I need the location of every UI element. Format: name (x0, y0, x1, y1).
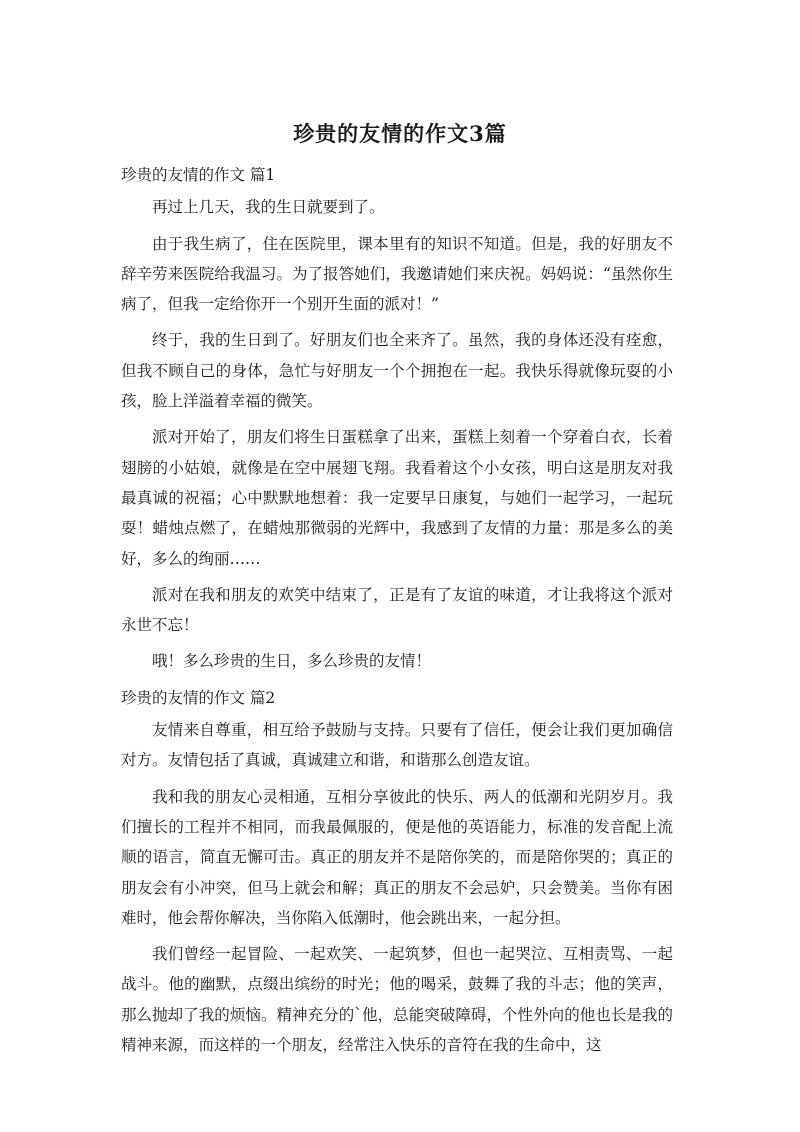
paragraph: 哦！多么珍贵的生日，多么珍贵的友情！ (152, 652, 432, 671)
paragraph: 我和我的朋友心灵相通，互相分享彼此的快乐、两人的低潮和光阴岁月。我们擅长的工程并不相同，而我最佩服的，便是他的英语能力，标准的发音配上流顺的语言，简直无懈可击。真正的朋友并不是陪你笑的，而是陪你哭的；真正的朋友会有小冲突，但马上就会和解；真正的朋友不会忌妒，只会赞美。当你有困难时，他会帮你解决，当你陷入低潮时，他会跳出来，一起分担。 (121, 787, 673, 927)
section-heading: 珍贵的友情的作文 篇1 (121, 166, 276, 184)
document-title: 珍贵的友情的作文3篇 (293, 121, 507, 146)
paragraph: 友情来自尊重，相互给予鼓励与支持。只要有了信任，便会让我们更加确信对方。友情包括了真诚，真诚建立和谐，和谐那么创造友谊。 (121, 721, 673, 770)
paragraph: 我们曾经一起冒险、一起欢笑、一起筑梦，但也一起哭泣、互相责骂、一起战斗。他的幽默，点缀出缤纷的时光；他的喝采，鼓舞了我的斗志；他的笑声，那么抛却了我的烦恼。精神充分的`他，总能突破障碍，个性外向的他也长是我的精神来源，而这样的一个朋友，经常注入快乐的音符在我的生命中，这 (121, 945, 673, 1055)
paragraph: 终于，我的生日到了。好朋友们也全来齐了。虽然，我的身体还没有痊愈，但我不顾自己的身体，急忙与好朋友一个个拥抱在一起。我快乐得就像玩耍的小孩，脸上洋溢着幸福的微笑。 (121, 331, 673, 411)
document-body (121, 160, 673, 1066)
paragraph: 再过上几天，我的生日就要到了。 (152, 198, 385, 217)
paragraph: 由于我生病了，住在医院里，课本里有的知识不知道。但是，我的好朋友不辞辛劳来医院给我温习。为了报答她们，我邀请她们来庆祝。妈妈说：“虽然你生病了，但我一定给你开一个别开生面的派对！” (121, 234, 673, 314)
paragraph: 派对在我和朋友的欢笑中结束了，正是有了友谊的味道，才让我将这个派对永世不忘！ (121, 585, 673, 635)
section-heading: 珍贵的友情的作文 篇2 (121, 688, 276, 707)
paragraph: 派对开始了，朋友们将生日蛋糕拿了出来，蛋糕上刻着一个穿着白衣，长着翅膀的小姑娘，就像是在空中展翅飞翔。我看着这个小女孩，明白这是朋友对我最真诚的祝福；心中默默地想着：我一定要早日康复，与她们一起学习，一起玩耍！蜡烛点燃了，在蜡烛那微弱的光辉中，我感到了友情的力量：那是多么的美好，多么的绚丽…… (121, 428, 673, 568)
